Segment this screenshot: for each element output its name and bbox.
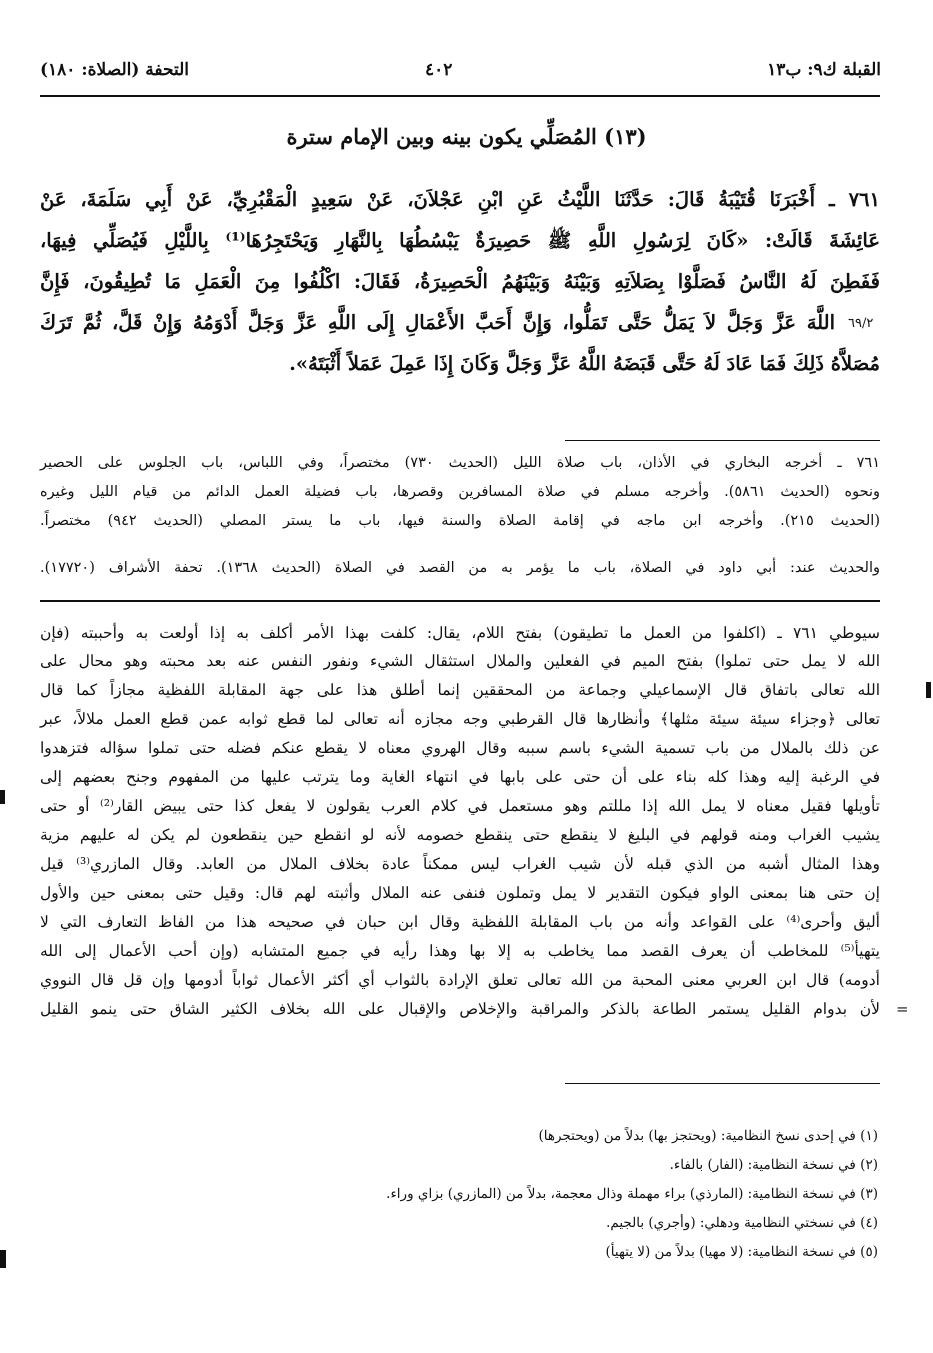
chapter-title: (١٣) المُصَلِّي يكون بينه وبين الإمام سترة — [286, 124, 647, 149]
hadith-line: فَفَطِنَ لَهُ النَّاسُ فَصَلَّوْا بِصَلاَتِهِ وَبَيْنَهُ وَبَيْنَهُمُ الْحَصِيرَةُ، فَقَالَ: اكْلُفُوا مِنَ الْعَمَلِ مَا تُطِيقُونَ، فَإِنَّ — [40, 270, 880, 293]
hadith-line: ٧٦١ ـ أَخْبَرَنَا قُتَيْبَةُ قَالَ: حَدَّثَنَا اللَّيْثُ عَنِ ابْنِ عَجْلاَنَ، عَنْ سَعِيدٍ الْمَقْبُرِيِّ، عَنْ أَبِي سَلَمَةَ، عَنْ — [40, 188, 880, 211]
header-chapter-ref: القبلة ك٩: ب١٣ — [767, 60, 881, 80]
footnote-rule — [565, 1083, 880, 1084]
scan-mark — [926, 682, 931, 698]
sharh-line: يشيب الغراب ومنه قولهم في البليغ لا ينقطع حتى ينقطع خصومه لأنه لو انقطع حين ينقطعون لم يكن له عليهم مزية — [40, 826, 880, 844]
hadith-line: اللَّهَ عَزَّ وَجَلَّ لاَ يَمَلُّ حَتَّى تَمَلُّوا، وَإِنَّ أَحَبَّ الأَعْمَالِ إِلَى اللَّهِ عَزَّ وَجَلَّ أَدْوَمُهُ وَإِنْ قَلَّ، ثُمَّ تَرَكَ — [40, 311, 835, 334]
scan-mark — [0, 790, 5, 804]
takhrij-line: ونحوه (الحديث ٥٨٦١). وأخرجه مسلم في صلاة المسافرين وقصرها، باب فضيلة العمل الدائم من قيام الليل وغيره — [40, 484, 880, 500]
hadith-line: مُصَلاَّهُ ذَلِكَ فَمَا عَادَ لَهُ حَتَّى قَبَضَهُ اللَّهُ عَزَّ وَجَلَّ وَكَانَ إِذَا عَمِلَ عَمَلاً أَثْبَتَهُ». — [289, 352, 880, 375]
sharh-line: تعالى ﴿وجزاء سيئة سيئة مثلها﴾ وأنظارها قال القرطبي وجه مجازه أنه تعالى لما قطع ثوابه عمن قطع العمل ملالاً، عبر — [40, 710, 880, 728]
takhrij-line: (الحديث ٢١٥). وأخرجه ابن ماجه في إقامة الصلاة والسنة فيها، باب ما يستر المصلي (الحديث ٩٤٢) مختصراً. — [40, 513, 880, 529]
footnote: (٤) في نسختي النظامية ودهلي: (وأجري) بالجيم. — [606, 1215, 878, 1231]
footnote: (٢) في نسخة النظامية: (الفار) بالفاء. — [669, 1157, 878, 1173]
footnote: (١) في إحدى نسخ النظامية: (ويحتجز بها) بدلاً من (ويحتجرها) — [538, 1128, 878, 1144]
sharh-line: في الرغبة إليه وهذا كله بناء على أن حتى على بابها في انتهاء الغاية وما يترتب عليها من المفهوم وجنح بعضهم إلى — [40, 768, 880, 786]
sharh-line: أليق وأحرى⁽⁴⁾ على القواعد وأنه من باب المقابلة اللفظية وقال ابن حبان في صحيحه هذا من الفاظ التعارف التي لا — [40, 913, 880, 931]
sharh-line: سيوطي ٧٦١ ـ (اكلفوا من العمل ما تطيقون) بفتح اللام، يقال: كلفت بهذا الأمر أكلف به إذا أولعت به وأحببته (فإن — [40, 624, 880, 642]
sharh-line: أدومه) قال ابن العربي معنى المحبة من الله تعالى تعلق الإرادة بالثواب أي أكثر الأعمال ثواباً أدومها وإن قل قال النووي — [40, 971, 880, 989]
footnote: (٥) في نسخة النظامية: (لا مهيا) بدلاً من (لا يتهيأ) — [605, 1244, 878, 1260]
header-tuhfa-ref: التحفة (الصلاة: ١٨٠) — [40, 60, 190, 80]
sharh-line: عن ذلك بالملال من باب تسمية الشيء باسم سببه وقال الهروي معناه لا يقطع عنكم فضله حتى تملوا سؤاله فتزهدوا — [40, 739, 880, 757]
takhrij-line: ٧٦١ ـ أخرجه البخاري في الأذان، باب صلاة الليل (الحديث ٧٣٠) مختصراً، وفي اللباس، باب الجلوس على الحصير — [40, 455, 880, 471]
margin-note: ٦٩/٢ — [848, 316, 874, 331]
hadith-line: عَائِشَةَ قَالَتْ: «كَانَ لِرَسُولِ اللَّهِ ﷺ حَصِيرَةٌ يَبْسُطُهَا بِالنَّهَارِ وَيَحْتَجِرُهَا⁽¹⁾ بِاللَّيْلِ فَيُصَلِّي فِيهَا، — [40, 229, 880, 252]
takhrij-line: والحديث عند: أبي داود في الصلاة، باب ما يؤمر به من القصد في الصلاة (الحديث ١٣٦٨). تحفة الأشراف (١٧٧٢٠). — [40, 560, 881, 576]
takhrij-rule — [565, 440, 880, 441]
sharh-line: لأن بدوام القليل يستمر الطاعة بالذكر والمراقبة والإخلاص والإقبال على الله بخلاف الكثير الشاق حتى ينمو القليل — [40, 1000, 880, 1018]
sharh-line: وهذا المثال أشبه من الذي قبله لأن شيب الغراب ليس ممكناً عادة بخلاف الملال من العابد. وقال المازري⁽³⁾ قيل — [40, 855, 881, 873]
sharh-line: الله لا يمل حتى تملوا) بفتح الميم في الفعلين والملال استثقال الشيء ونفور النفس عنه بعد محبته وهو محال على — [40, 652, 880, 670]
sharh-line: إن حتى هنا بمعنى الواو فيكون التقدير لا يمل وتملون فنفى عنه الملال وأثبته لهم قال: وقيل حتى بمعنى حين والأول — [40, 884, 880, 902]
sharh-line: يتهيأ⁽⁵⁾ للمخاطب أن يعرف القصد مما يخاطب به إلا بها وهذا رأيه في جميع المتشابه (وإن أحب الأعمال إلى الله — [40, 942, 880, 960]
page-number: ٤٠٢ — [425, 60, 453, 80]
header-rule — [40, 95, 880, 97]
scan-mark — [0, 1250, 6, 1268]
margin-mark: = — [896, 1000, 909, 1018]
sharh-line: تأويلها فقيل معناه لا يمل الله إذا مللتم وهو مستعمل في كلام العرب يقولون لا يفعل كذا حتى يبيض القار⁽²⁾ أو حتى — [40, 797, 880, 815]
sharh-rule — [40, 600, 880, 602]
footnote: (٣) في نسخة النظامية: (المارذي) براء مهملة وذال معجمة، بدلاً من (المازري) بزاي وراء. — [386, 1186, 878, 1202]
sharh-line: الله تعالى باتفاق قال الإسماعيلي وجماعة من المحققين إنما أطلق هذا على جهة المقابلة اللفظية مجازاً كما قال — [40, 681, 880, 699]
